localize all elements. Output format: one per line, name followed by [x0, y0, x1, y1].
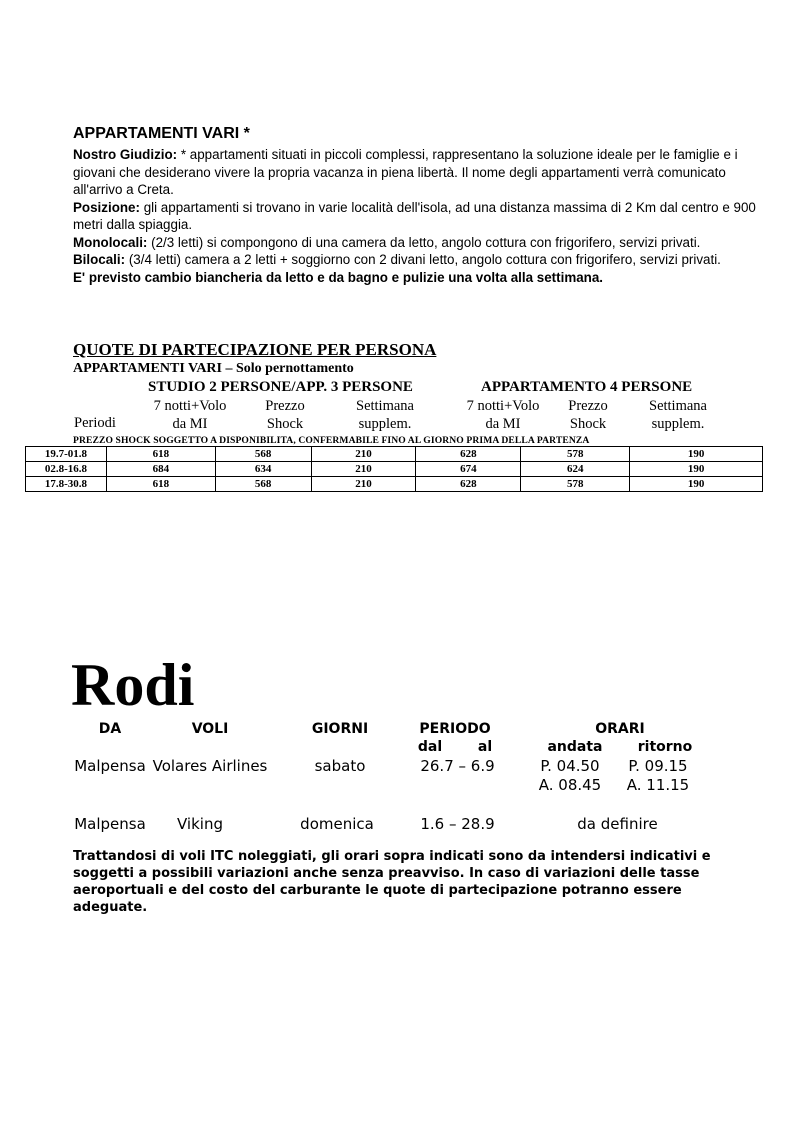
cell-periodo: 02.8-16.8	[26, 462, 107, 477]
cambio-paragraph	[73, 269, 773, 287]
giudizio-text: * appartamenti situati in piccoli complessi, rappresentano la soluzione ideale per le famiglie e i giovani che desiderano vivere la propria vacanza in piena libertà. Il nome degli appartamenti verrà comunicato all'arrivo a Creta.	[73, 147, 738, 197]
col-volo-line-2: da MI	[485, 416, 521, 432]
rodi-title: Rodi	[71, 652, 195, 718]
flight-2-periodo: 1.6 – 28.9	[420, 815, 495, 833]
col-prezzo-line-1: Prezzo	[265, 398, 305, 414]
cell-sett-app: 190	[630, 447, 763, 462]
table-row	[26, 462, 763, 477]
monolocali-paragraph	[73, 234, 773, 252]
header-ritorno: ritorno	[637, 739, 693, 755]
quote-subtitle: APPARTAMENTI VARI – Solo pernottamento	[73, 361, 354, 376]
giudizio-paragraph	[73, 146, 773, 199]
table-row	[26, 447, 763, 462]
giudizio-label: Nostro Giudizio:	[73, 147, 178, 162]
col-sett-header-1	[335, 397, 435, 433]
cell-sett-app: 190	[630, 477, 763, 492]
prezzo-shock-note: PREZZO SHOCK SOGGETTO A DISPONIBILITA, CONFERMABILE FINO AL GIORNO PRIMA DELLA PARTENZA	[73, 435, 590, 446]
col-sett-line-2: supplem.	[358, 416, 412, 432]
cell-sett-studio: 210	[311, 447, 416, 462]
header-da: DA	[98, 721, 122, 737]
price-table	[25, 446, 763, 492]
cell-sett-studio: 210	[311, 462, 416, 477]
col-prezzo-line-1: Prezzo	[568, 398, 608, 414]
apartments-description	[73, 146, 773, 286]
monolocali-text: (2/3 letti) si compongono di una camera da letto, angolo cottura con frigorifero, servizi privati.	[147, 234, 701, 250]
col-volo-header-1	[135, 397, 245, 433]
flight-1-ritorno-a: A. 11.15	[626, 776, 690, 794]
col-sett-line-1: Settimana	[649, 398, 707, 414]
header-voli: VOLI	[191, 721, 229, 737]
col-prezzo-line-2: Shock	[266, 416, 304, 432]
cell-sett-studio: 210	[311, 477, 416, 492]
flight-2-da: Malpensa	[74, 815, 146, 833]
cell-volo-studio: 618	[106, 477, 215, 492]
cell-periodo: 17.8-30.8	[26, 477, 107, 492]
cell-shock-app: 624	[521, 462, 630, 477]
bilocali-text: (3/4 letti) camera a 2 letti + soggiorno con 2 divani letto, angolo cottura con frigorifero, servizi privati.	[125, 252, 721, 267]
cell-sett-app: 190	[630, 462, 763, 477]
col-volo-line-1: 7 notti+Volo	[466, 398, 540, 414]
bilocali-paragraph	[73, 251, 773, 269]
cambio-text: E' previsto cambio biancheria da letto e da bagno e pulizie una volta alla settimana.	[73, 269, 604, 285]
group-appartamento-header: APPARTAMENTO 4 PERSONE	[481, 379, 693, 395]
col-sett-header-2	[628, 397, 728, 433]
header-giorni: GIORNI	[311, 721, 369, 737]
col-periodi: Periodi	[74, 415, 116, 431]
cell-shock-app: 578	[521, 447, 630, 462]
posizione-paragraph	[73, 199, 773, 234]
bilocali-label: Bilocali:	[73, 252, 126, 267]
col-volo-line-2: da MI	[172, 416, 208, 432]
header-periodo: PERIODO	[419, 721, 491, 737]
posizione-text: gli appartamenti si trovano in varie località dell'isola, ad una distanza massima di 2 Km dal centro e 900 metri dalla spiaggia.	[73, 199, 756, 232]
cell-shock-studio: 568	[215, 477, 311, 492]
header-dal: dal	[417, 739, 443, 755]
cell-shock-studio: 568	[215, 447, 311, 462]
col-volo-line-1: 7 notti+Volo	[153, 398, 227, 414]
table-row	[26, 477, 763, 492]
flight-1-ritorno-p: P. 09.15	[628, 757, 688, 775]
flight-2-giorni: domenica	[300, 815, 374, 833]
cell-volo-app: 628	[416, 477, 521, 492]
flight-1-da: Malpensa	[74, 757, 146, 775]
col-volo-header-2	[448, 397, 558, 433]
flight-1-periodo: 26.7 – 6.9	[420, 757, 495, 775]
col-prezzo-header-1	[240, 397, 330, 433]
cell-volo-app: 674	[416, 462, 521, 477]
rodi-disclaimer: Trattandosi di voli ITC noleggiati, gli orari sopra indicati sono da intendersi indicativi e soggetti a possibili variazioni anche senza preavviso. In caso di variazioni delle tasse aeroportuali e del costo del carburante le quote di partecipazione potranno essere adeguate.	[73, 849, 711, 915]
header-al: al	[477, 739, 493, 755]
cell-periodo: 19.7-01.8	[26, 447, 107, 462]
header-orari: ORARI	[595, 721, 645, 737]
monolocali-label: Monolocali:	[73, 234, 148, 250]
header-andata: andata	[547, 739, 603, 755]
col-prezzo-header-2	[543, 397, 633, 433]
flight-1-giorni: sabato	[314, 757, 366, 775]
group-studio-header: STUDIO 2 PERSONE/APP. 3 PERSONE	[148, 379, 413, 395]
apartments-title: APPARTAMENTI VARI *	[73, 125, 250, 142]
cell-volo-app: 628	[416, 447, 521, 462]
flight-1-andata-a: A. 08.45	[538, 776, 602, 794]
col-sett-line-2: supplem.	[651, 416, 705, 432]
flight-2-orari: da definire	[577, 815, 658, 833]
flight-1-voli: Volares Airlines	[152, 757, 268, 775]
col-sett-line-1: Settimana	[356, 398, 414, 414]
flight-1-andata-p: P. 04.50	[540, 757, 600, 775]
posizione-label: Posizione:	[73, 199, 140, 215]
cell-shock-studio: 634	[215, 462, 311, 477]
flight-2-voli: Viking	[177, 815, 223, 833]
cell-shock-app: 578	[521, 477, 630, 492]
col-prezzo-line-2: Shock	[569, 416, 607, 432]
quote-title: QUOTE DI PARTECIPAZIONE PER PERSONA	[73, 340, 437, 359]
cell-volo-studio: 684	[106, 462, 215, 477]
cell-volo-studio: 618	[106, 447, 215, 462]
